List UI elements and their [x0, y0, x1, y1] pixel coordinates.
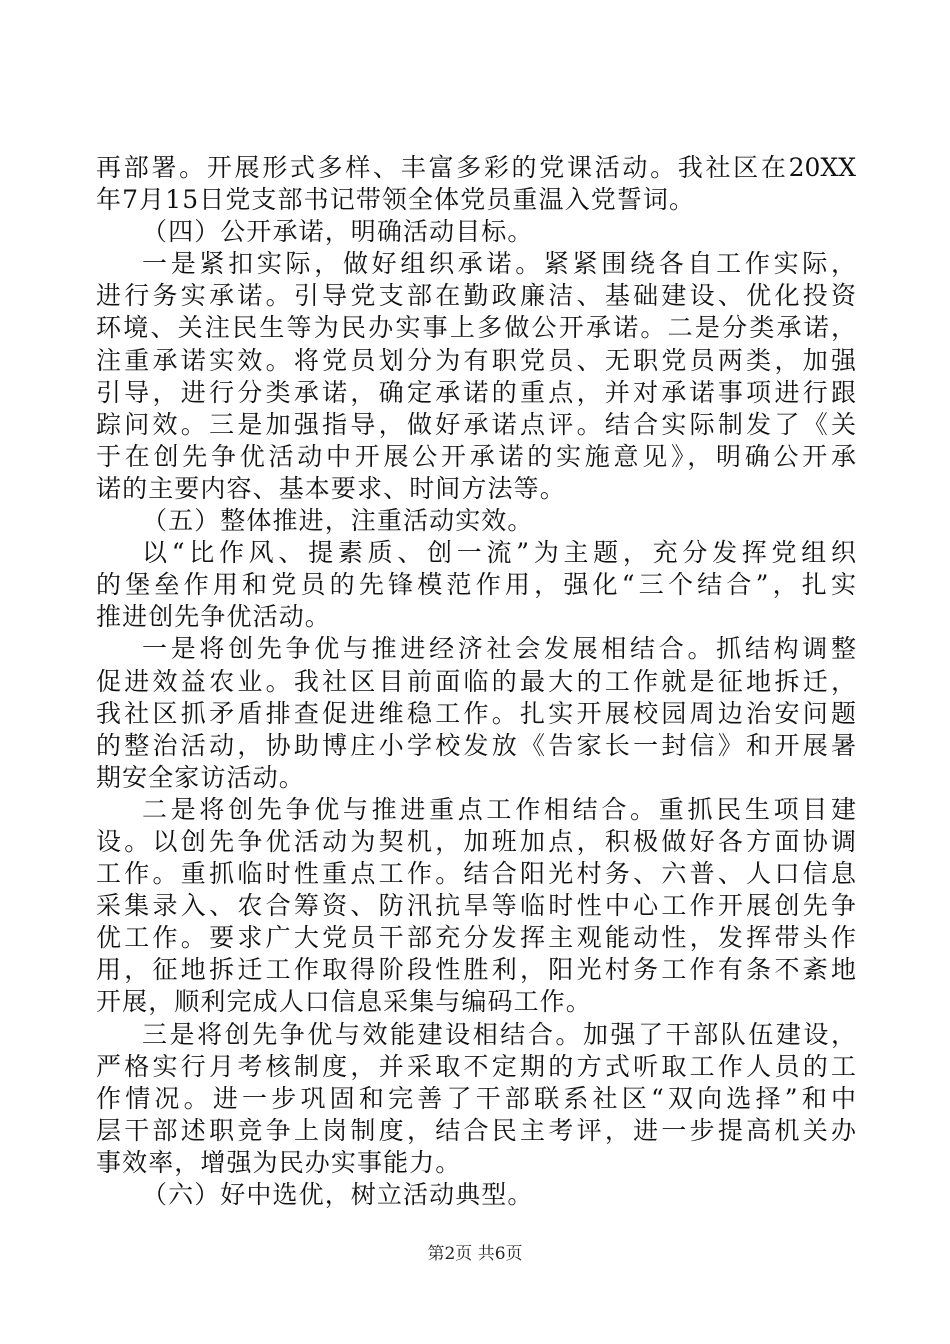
text-line: 期安全家访活动。 [96, 762, 305, 792]
text-line: 再部署。开展形式多样、丰富多彩的党课活动。我社区在20XX [96, 153, 856, 182]
text-line: 事效率，增强为民办实事能力。 [96, 1147, 462, 1177]
text-line: 促进效益农业。我社区目前面临的最大的工作就是征地拆迁， [96, 666, 856, 696]
page-number: 第2页 共6页 [427, 1244, 523, 1264]
text-line: 一是将创先争优与推进经济社会发展相结合。抓结构调整 [142, 634, 856, 664]
text-line: 我社区抓矛盾排查促进维稳工作。扎实开展校园周边治安问题 [96, 698, 856, 728]
text-line: 作情况。进一步巩固和完善了干部联系社区“双向选择”和中 [96, 1083, 856, 1113]
text-line: 优工作。要求广大党员干部充分发挥主观能动性，发挥带头作 [96, 923, 856, 953]
text-line: 的堡垒作用和党员的先锋模范作用，强化“三个结合”，扎实 [96, 570, 856, 600]
text-line: 进行务实承诺。引导党支部在勤政廉洁、基础建设、优化投资 [96, 281, 856, 311]
text-line: 于在创先争优活动中开展公开承诺的实施意见》，明确公开承 [96, 441, 856, 471]
text-line: 诺的主要内容、基本要求、时间方法等。 [96, 473, 566, 503]
text-line: 二是将创先争优与推进重点工作相结合。重抓民生项目建 [142, 794, 856, 824]
text-line: 年7月15日党支部书记带领全体党员重温入党誓词。 [96, 185, 696, 215]
text-line: 严格实行月考核制度，并采取不定期的方式听取工作人员的工 [96, 1051, 856, 1081]
text-line: 层干部述职竞争上岗制度，结合民主考评，进一步提高机关办 [96, 1115, 856, 1145]
text-line: 以“比作风、提素质、创一流”为主题，充分发挥党组织 [142, 538, 856, 568]
text-line: 环境、关注民生等为民办实事上多做公开承诺。二是分类承诺， [96, 313, 856, 343]
section-heading: （四）公开承诺，明确活动目标。 [142, 217, 534, 247]
text-line: 采集录入、农合筹资、防汛抗旱等临时性中心工作开展创先争 [96, 891, 856, 921]
text-line: 开展，顺利完成人口信息采集与编码工作。 [96, 987, 592, 1017]
text-line: 三是将创先争优与效能建设相结合。加强了干部队伍建设， [142, 1019, 856, 1049]
text-line: 推进创先争优活动。 [96, 602, 331, 632]
text-line: 的整治活动，协助博庄小学校发放《告家长一封信》和开展暑 [96, 730, 856, 760]
document-body [96, 152, 856, 1211]
section-heading: （六）好中选优，树立活动典型。 [142, 1180, 534, 1209]
text-line: 踪问效。三是加强指导，做好承诺点评。结合实际制发了《关 [96, 409, 856, 439]
section-heading: （五）整体推进，注重活动实效。 [142, 506, 534, 536]
text-line: 注重承诺实效。将党员划分为有职党员、无职党员两类，加强 [96, 345, 856, 375]
text-line: 引导，进行分类承诺，确定承诺的重点，并对承诺事项进行跟 [96, 377, 856, 407]
text-line: 工作。重抓临时性重点工作。结合阳光村务、六普、人口信息 [96, 859, 856, 889]
text-line: 用，征地拆迁工作取得阶段性胜利，阳光村务工作有条不紊地 [96, 955, 856, 985]
text-line: 设。以创先争优活动为契机，加班加点，积极做好各方面协调 [96, 826, 856, 856]
text-line: 一是紧扣实际，做好组织承诺。紧紧围绕各自工作实际， [142, 249, 856, 279]
